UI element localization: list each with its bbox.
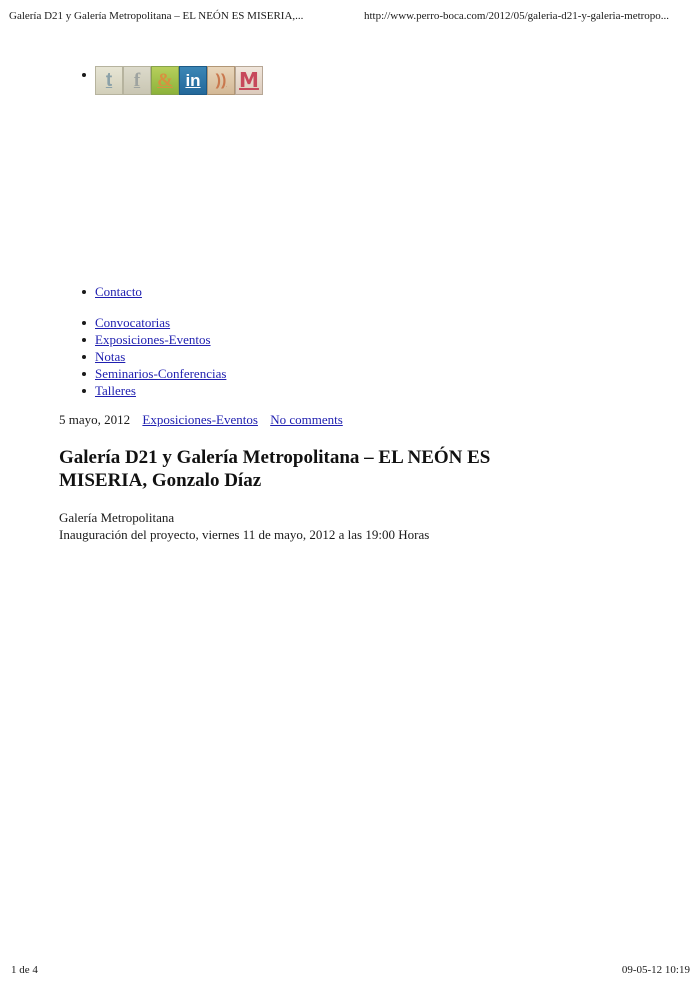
category-item [80,382,226,399]
print-footer-datetime: 09-05-12 10:19 [621,964,690,976]
rss-icon[interactable]: )) [207,66,235,95]
category-link-seminarios-conferencias[interactable]: Seminarios-Conferencias [95,366,227,381]
print-header [0,0,700,24]
post-date: 5 mayo, 2012 [59,412,131,427]
social-list [80,66,263,96]
category-item [80,365,226,382]
print-header-title: Galería D21 y Galería Metropolitana – EL NEÓN ES MISERIA,... [9,10,304,22]
category-link-exposiciones-eventos[interactable]: Exposiciones-Eventos [95,332,211,347]
post-meta [59,412,343,428]
post-body-line: Galería Metropolitana [59,510,175,525]
category-link-notas[interactable]: Notas [95,349,126,364]
post-body-line: Inauguración del proyecto, viernes 11 de mayo, 2012 a las 19:00 Horas [59,527,430,542]
post-title: Galería D21 y Galería Metropolitana – EL NEÓN ES MISERIA, Gonzalo Díaz [59,447,491,491]
print-footer-page: 1 de 4 [11,964,38,976]
social-icons [95,66,263,96]
myspace-icon[interactable]: & [151,66,179,95]
nav-item-contact [80,283,142,300]
category-link-convocatorias[interactable]: Convocatorias [95,315,171,330]
post-comments-link[interactable]: No comments [270,412,343,427]
category-list [80,314,226,399]
category-item [80,348,226,365]
post-category-link[interactable]: Exposiciones-Eventos [142,412,258,427]
contact-link[interactable]: Contacto [95,284,142,299]
category-link-talleres[interactable]: Talleres [95,383,136,398]
social-item [80,66,263,96]
print-footer [0,962,700,982]
linkedin-icon[interactable]: in [179,66,207,95]
contact-list [80,283,142,300]
print-header-url: http://www.perro-boca.com/2012/05/galeria-d21-y-galeria-metropo... [364,10,670,22]
gmail-icon[interactable]: M [235,66,263,95]
category-item [80,314,226,331]
facebook-icon[interactable]: f [123,66,151,95]
post-body [59,509,429,543]
twitter-icon[interactable]: t [95,66,123,95]
category-item [80,331,226,348]
